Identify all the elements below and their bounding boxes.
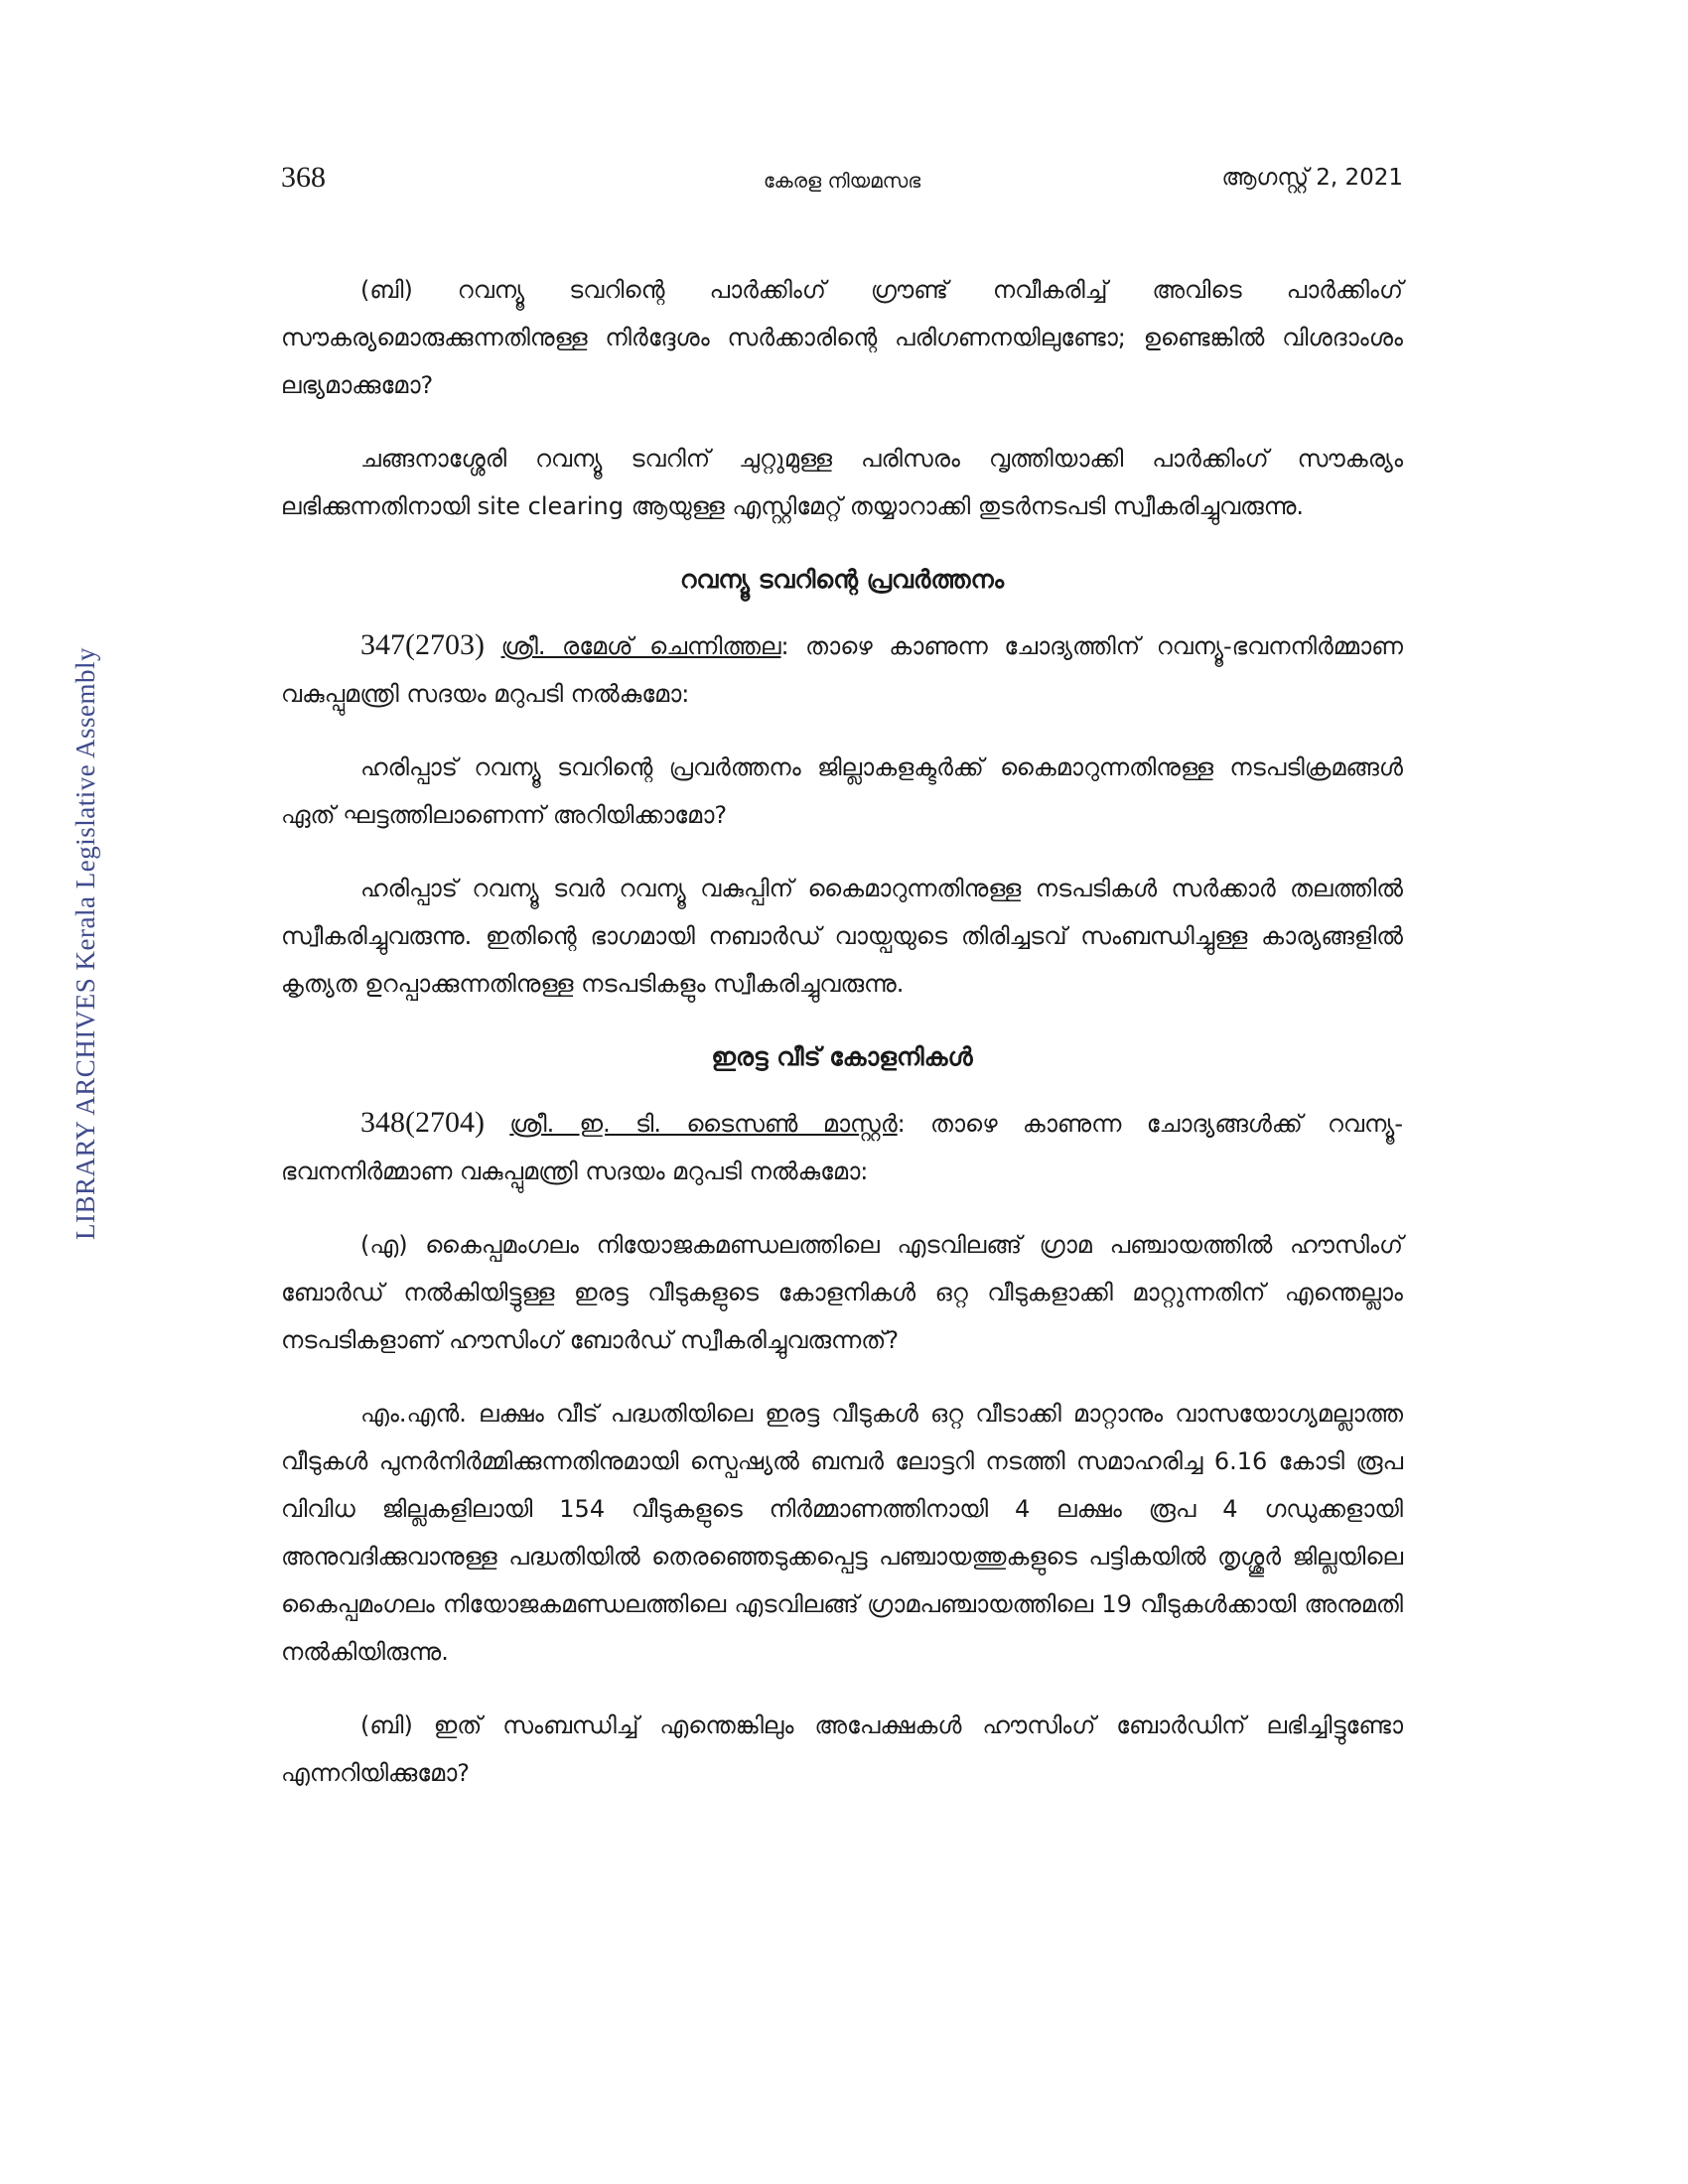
- document-body: [281, 266, 1403, 1823]
- answer-paragraph: എം.എൻ. ലക്ഷം വീട് പദ്ധതിയിലെ ഇരട്ട വീടുകൾ ഒറ്റ വീടാക്കി മാറ്റാനും വാസയോഗ്യമല്ലാത്ത വീടുകൾ പുനർനിർമ്മിക്കുന്നതിനുമായി സ്പെഷ്യൽ ബമ്പർ ലോട്ടറി നടത്തി സമാഹരിച്ച 6.16 കോടി രൂപ വിവിധ ജില്ലകളിലായി 154 വീടുകളുടെ നിർമ്മാണത്തിനായി 4 ലക്ഷം രൂപ 4 ഗഡുക്കളായി അനുവദിക്കുവാനുള്ള പദ്ധതിയിൽ തെരഞ്ഞെടുക്കപ്പെട്ട പഞ്ചായത്തുകളുടെ പട്ടികയിൽ തൃശ്ശൂർ ജില്ലയിലെ കൈപ്പമംഗലം നിയോജകമണ്ഡലത്തിലെ എടവിലങ്ങ് ഗ്രാമപഞ്ചായത്തിലെ 19 വീടുകൾക്കായി അനുമതി നൽകിയിരുന്നു.: [281, 1400, 1403, 1666]
- question-number: 348(2704): [360, 1106, 485, 1139]
- answer-paragraph: ഹരിപ്പാട് റവന്യൂ ടവർ റവന്യൂ വകുപ്പിന് കൈമാറുന്നതിനുള്ള നടപടികൾ സർക്കാർ തലത്തിൽ സ്വീകരിച്ചുവരുന്നു. ഇതിന്റെ ഭാഗമായി നബാർഡ് വായ്പയുടെ തിരിച്ചടവ് സംബന്ധിച്ചുള്ള കാര്യങ്ങളിൽ കൃത്യത ഉറപ്പാക്കുന്നതിനുള്ള നടപടികളും സ്വീകരിച്ചുവരുന്നു.: [281, 875, 1403, 998]
- section-heading: റവന്യൂ ടവറിന്റെ പ്രവർത്തനം: [679, 565, 1005, 594]
- question-intro: [281, 621, 1403, 718]
- paragraph: (ബി) റവന്യൂ ടവറിന്റെ പാർക്കിംഗ് ഗ്രൗണ്ട് നവീകരിച്ച് അവിടെ പാർക്കിംഗ് സൗകര്യമൊരുക്കുന്നതിനുള്ള നിർദ്ദേശം സർക്കാരിന്റെ പരിഗണനയിലുണ്ടോ; ഉണ്ടെങ്കിൽ വിശദാംശം ലഭ്യമാക്കുമോ?: [281, 276, 1403, 399]
- running-title: കേരള നിയമസഭ: [763, 169, 921, 193]
- member-name: ശ്രീ. രമേശ് ചെന്നിത്തല: [500, 632, 781, 660]
- question-number: 347(2703): [360, 628, 485, 661]
- question-paragraph: ഹരിപ്പാട് റവന്യൂ ടവറിന്റെ പ്രവർത്തനം ജില്ലാകളക്ടർക്ക് കൈമാറുന്നതിനുള്ള നടപടിക്രമങ്ങൾ ഏത് ഘട്ടത്തിലാണെന്ന് അറിയിക്കാമോ?: [281, 753, 1403, 829]
- question-intro-text: : താഴെ കാണുന്ന ചോദ്യത്തിന് റവന്യൂ-ഭവനനിർമ്മാണ വകുപ്പുമന്ത്രി സദയം മറുപടി നൽകുമോ:: [281, 632, 1403, 708]
- page-header: [281, 161, 1403, 201]
- question-intro-text: : താഴെ കാണുന്ന ചോദ്യങ്ങൾക്ക് റവന്യൂ-ഭവനനിർമ്മാണ വകുപ്പുമന്ത്രി സദയം മറുപടി നൽകുമോ:: [281, 1110, 1403, 1185]
- member-name: ശ്രീ. ഇ. ടി. ടൈസൺ മാസ്റ്റർ: [509, 1110, 898, 1138]
- question-paragraph: (എ) കൈപ്പമംഗലം നിയോജകമണ്ഡലത്തിലെ എടവിലങ്ങ് ഗ്രാമ പഞ്ചായത്തിൽ ഹൗസിംഗ് ബോർഡ് നൽകിയിട്ടുള്ള ഇരട്ട വീടുകളുടെ കോളനികൾ ഒറ്റ വീടുകളാക്കി മാറ്റുന്നതിന് എന്തെല്ലാം നടപടികളാണ് ഹൗസിംഗ് ബോർഡ് സ്വീകരിച്ചുവരുന്നത്?: [281, 1231, 1403, 1354]
- archive-watermark: [66, 199, 105, 1688]
- watermark-text: LIBRARY ARCHIVES Kerala Legislative Assembly: [70, 646, 100, 1240]
- question-paragraph: (ബി) ഇത് സംബന്ധിച്ച് എന്തെങ്കിലും അപേക്ഷകൾ ഹൗസിംഗ് ബോർഡിന് ലഭിച്ചിട്ടുണ്ടോ എന്നറിയിക്കുമോ?: [281, 1711, 1403, 1787]
- page-number: 368: [281, 161, 326, 194]
- header-date: ആഗസ്റ്റ് 2, 2021: [1221, 165, 1403, 191]
- section-heading: ഇരട്ട വീട് കോളനികൾ: [711, 1042, 973, 1071]
- answer-paragraph: ചങ്ങനാശ്ശേരി റവന്യൂ ടവറിന് ചുറ്റുമുള്ള പരിസരം വൃത്തിയാക്കി പാർക്കിംഗ് സൗകര്യം ലഭിക്കുന്നതിനായി site clearing ആയുള്ള എസ്റ്റിമേറ്റ് തയ്യാറാക്കി തുടർനടപടി സ്വീകരിച്ചുവരുന്നു.: [281, 445, 1403, 520]
- question-intro: [281, 1099, 1403, 1195]
